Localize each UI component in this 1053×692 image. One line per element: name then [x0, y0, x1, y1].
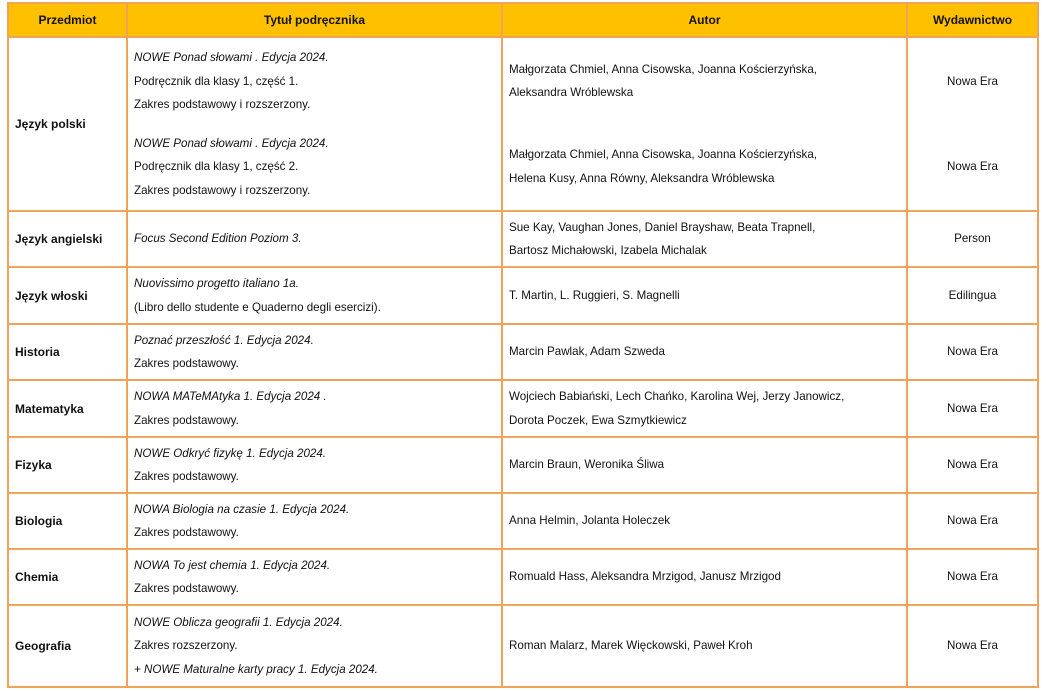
publisher-block: [914, 607, 1031, 686]
title-cell: [127, 324, 502, 380]
author-line: Helena Kusy, Anna Równy, Aleksandra Wróblewska: [509, 171, 775, 185]
publisher-name: Nowa Era: [947, 639, 998, 653]
publisher-block: [914, 213, 1031, 266]
title-block: [134, 607, 495, 686]
author-line: Aleksandra Wróblewska: [509, 86, 634, 100]
title-line: Zakres podstawowy.: [134, 357, 239, 370]
title-line: NOWE Odkryć fizykę 1. Edycja 2024.: [134, 446, 327, 460]
header-title: Tytuł podręcznika: [127, 3, 502, 37]
table-body: [8, 37, 1038, 687]
author-cell: [502, 493, 907, 549]
author-block: [509, 213, 900, 266]
publisher-cell: [907, 37, 1038, 211]
publisher-block: [914, 495, 1031, 548]
publisher-block: [914, 39, 1031, 125]
title-cell: [127, 267, 502, 324]
title-line: NOWA To jest chemia 1. Edycja 2024.: [134, 558, 331, 572]
subject-cell: Język angielski: [8, 211, 127, 267]
author-block: [509, 495, 900, 548]
publisher-name: Nowa Era: [947, 514, 998, 528]
author-cell: [502, 549, 907, 605]
author-block: [509, 39, 900, 125]
author-block: [509, 551, 900, 604]
author-block: [509, 269, 900, 323]
table-row: [8, 37, 1038, 211]
author-line: Sue Kay, Vaughan Jones, Daniel Brayshaw, Beata Trapnell,: [509, 220, 816, 234]
subject-cell: Fizyka: [8, 437, 127, 493]
subject-cell: Historia: [8, 324, 127, 380]
title-block: [134, 382, 495, 436]
publisher-cell: [907, 267, 1038, 324]
author-cell: [502, 380, 907, 437]
title-block: [134, 269, 495, 323]
table-row: [8, 380, 1038, 437]
header-subject: Przedmiot: [8, 3, 127, 37]
header-row: [8, 3, 1038, 37]
title-line: Zakres podstawowy.: [134, 413, 239, 427]
publisher-name: Nowa Era: [947, 401, 998, 415]
publisher-block: [914, 439, 1031, 492]
title-line: NOWE Ponad słowami . Edycja 2024.: [134, 136, 329, 150]
publisher-block: [914, 269, 1031, 323]
subject-cell: Geografia: [8, 605, 127, 687]
author-line: Bartosz Michałowski, Izabela Michalak: [509, 244, 707, 257]
publisher-name: Nowa Era: [947, 160, 998, 173]
author-line: Roman Malarz, Marek Więckowski, Paweł Kroh: [509, 639, 753, 653]
title-line: Zakres rozszerzony.: [134, 639, 238, 653]
publisher-block: [914, 551, 1031, 604]
table-row: [8, 211, 1038, 267]
publisher-cell: [907, 437, 1038, 493]
title-line: NOWE Oblicza geografii 1. Edycja 2024.: [134, 615, 343, 629]
publisher-cell: [907, 549, 1038, 605]
publisher-name: Edilingua: [948, 288, 997, 302]
title-line: NOWE Ponad słowami . Edycja 2024.: [134, 51, 329, 64]
publisher-name: Nowa Era: [947, 570, 998, 584]
title-line: Podręcznik dla klasy 1, część 2.: [134, 160, 299, 173]
title-block: [134, 551, 495, 604]
publisher-block: [914, 124, 1031, 210]
title-line: Poznać przeszłość 1. Edycja 2024.: [134, 333, 314, 347]
title-line: NOWA Biologia na czasie 1. Edycja 2024.: [134, 502, 350, 516]
title-block: [134, 326, 495, 379]
title-cell: [127, 437, 502, 493]
title-line: NOWA MATeMAtyka 1. Edycja 2024 .: [134, 390, 327, 403]
subject-cell: Matematyka: [8, 380, 127, 437]
author-cell: [502, 267, 907, 324]
author-line: Wojciech Babiański, Lech Chańko, Karolina Wej, Jerzy Janowicz,: [509, 390, 845, 403]
publisher-block: [914, 326, 1031, 379]
author-block: [509, 326, 900, 379]
author-cell: [502, 211, 907, 267]
author-line: Małgorzata Chmiel, Anna Cisowska, Joanna Kościerzyńska,: [509, 148, 818, 162]
publisher-name: Nowa Era: [947, 458, 998, 472]
author-cell: [502, 37, 907, 211]
title-line: Nuovissimo progetto italiano 1a.: [134, 277, 299, 290]
table-row: [8, 324, 1038, 380]
publisher-cell: [907, 493, 1038, 549]
title-block: [134, 124, 495, 210]
subject-cell: Biologia: [8, 493, 127, 549]
publisher-name: Nowa Era: [947, 74, 998, 88]
author-block: [509, 607, 900, 686]
publisher-block: [914, 382, 1031, 436]
author-line: Małgorzata Chmiel, Anna Cisowska, Joanna Kościerzyńska,: [509, 62, 818, 76]
publisher-cell: [907, 605, 1038, 687]
author-line: T. Martin, L. Ruggieri, S. Magnelli: [509, 288, 680, 302]
author-line: Marcin Braun, Weronika Śliwa: [509, 458, 665, 472]
author-cell: [502, 605, 907, 687]
author-cell: [502, 324, 907, 380]
table-row: [8, 437, 1038, 493]
publisher-name: Nowa Era: [947, 345, 998, 359]
title-block: [134, 495, 495, 548]
title-line: (Libro dello studente e Quaderno degli esercizi).: [134, 300, 381, 314]
title-block: [134, 213, 495, 266]
author-block: [509, 124, 900, 210]
table-row: [8, 493, 1038, 549]
title-line: Zakres podstawowy.: [134, 582, 239, 595]
author-cell: [502, 437, 907, 493]
title-line: + NOWE Maturalne karty pracy 1. Edycja 2024.: [134, 662, 378, 676]
title-line: Zakres podstawowy i rozszerzony.: [134, 98, 311, 111]
header-author: Autor: [502, 3, 907, 37]
subject-cell: Chemia: [8, 549, 127, 605]
title-block: [134, 39, 495, 125]
header-publisher: Wydawnictwo: [907, 3, 1038, 37]
table-row: [8, 549, 1038, 605]
title-line: Podręcznik dla klasy 1, część 1.: [134, 74, 299, 88]
author-block: [509, 439, 900, 492]
publisher-cell: [907, 211, 1038, 267]
publisher-cell: [907, 324, 1038, 380]
title-cell: [127, 605, 502, 687]
subject-cell: Język polski: [8, 37, 127, 211]
title-cell: [127, 211, 502, 267]
title-cell: [127, 549, 502, 605]
author-line: Romuald Hass, Aleksandra Mrzigod, Janusz Mrzigod: [509, 570, 781, 584]
textbook-table: [7, 2, 1039, 688]
title-cell: [127, 493, 502, 549]
table-row: [8, 267, 1038, 324]
title-block: [134, 439, 495, 492]
publisher-cell: [907, 380, 1038, 437]
title-line: Zakres podstawowy i rozszerzony.: [134, 183, 311, 197]
title-line: Focus Second Edition Poziom 3.: [134, 232, 302, 246]
author-line: Anna Helmin, Jolanta Holeczek: [509, 514, 671, 528]
title-line: Zakres podstawowy.: [134, 470, 239, 483]
author-block: [509, 382, 900, 436]
title-cell: [127, 37, 502, 211]
title-cell: [127, 380, 502, 437]
title-line: Zakres podstawowy.: [134, 526, 239, 539]
publisher-name: Person: [954, 232, 991, 246]
subject-cell: Język włoski: [8, 267, 127, 324]
table-row: [8, 605, 1038, 687]
author-line: Marcin Pawlak, Adam Szweda: [509, 345, 665, 359]
author-line: Dorota Poczek, Ewa Szmytkiewicz: [509, 413, 687, 427]
